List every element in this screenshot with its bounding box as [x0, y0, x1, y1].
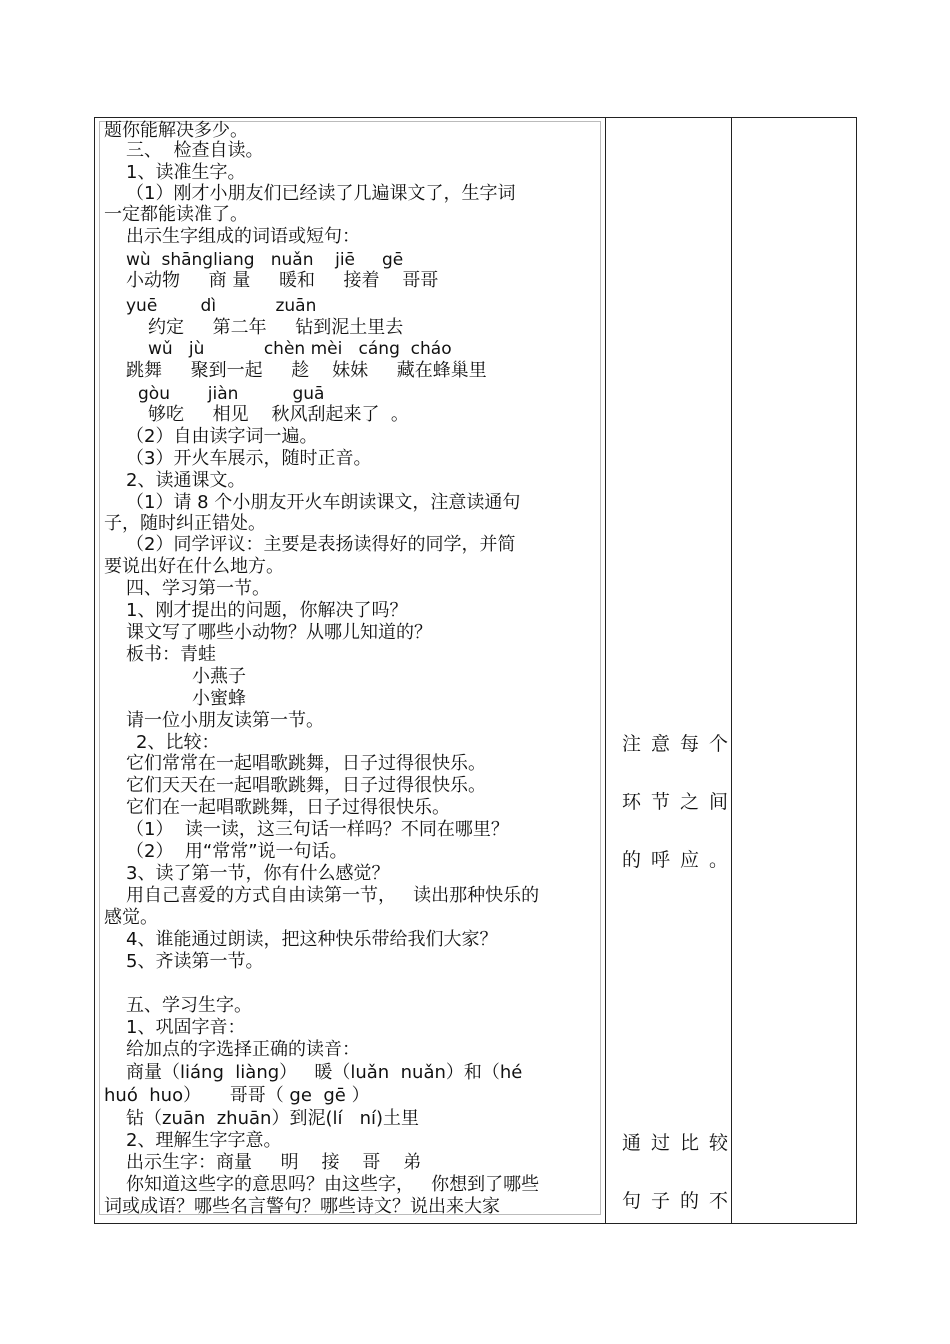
text-line: （3）开火车展示，随时正音。 [126, 448, 372, 469]
pinyin-line: wǔ jù chèn mèi cáng cháo [148, 339, 452, 359]
text-line: 你知道这些字的意思吗？由这些字， 你想到了哪些 [126, 1174, 540, 1195]
text-line: 1、巩固字音： [126, 1017, 246, 1038]
text-line: 感觉。 [104, 907, 158, 928]
pinyin-line: wù shāngliang nuǎn jiē gē [126, 250, 404, 270]
text-line: 够吃 相见 秋风刮起来了 。 [148, 404, 409, 425]
text-line: （2）同学评议：主要是表扬读得好的同学，并简 [126, 534, 516, 555]
text-line: 1、读准生字。 [126, 162, 246, 183]
text-line: 出示生字：商量 明 接 哥 弟 [126, 1152, 422, 1173]
pinyin-line: yuē dì zuān [126, 296, 317, 316]
text-line: 3、读了第一节，你有什么感觉？ [126, 863, 390, 884]
text-line: 给加点的字选择正确的读音： [126, 1039, 360, 1060]
text-line: 2、比较： [136, 732, 220, 753]
extra-column [732, 118, 856, 1223]
text-line: 5、齐读第一节。 [126, 951, 264, 972]
text-line: 四、学习第一节。 [126, 578, 270, 599]
text-line: huó huo） 哥哥（ ge gē ） [104, 1085, 370, 1106]
teaching-process-frame [99, 121, 601, 1215]
text-line: 课文写了哪些小动物？从哪儿知道的？ [126, 622, 432, 643]
text-line: 五、学习生字。 [126, 995, 252, 1016]
text-line: 商量（liáng liàng） 暖（luǎn nuǎn）和（hé [126, 1062, 523, 1083]
text-line: 钻（zuān zhuān）到泥(lí ní)土里 [126, 1108, 420, 1129]
design-note-line: 句子的不 [622, 1190, 739, 1212]
lesson-plan-table [94, 117, 857, 1224]
text-line: （1）刚才小朋友们已经读了几遍课文了，生字词 [126, 183, 516, 204]
text-line: 出示生字组成的词语或短句： [126, 226, 360, 247]
teaching-process-column [95, 118, 606, 1223]
text-line: 4、谁能通过朗读，把这种快乐带给我们大家？ [126, 929, 498, 950]
text-line: 小燕子 [192, 666, 246, 687]
text-line: 2、读通课文。 [126, 470, 246, 491]
design-note-line: 通过比较 [622, 1132, 739, 1154]
text-line: 要说出好在什么地方。 [104, 556, 284, 577]
text-line: （1） 读一读，这三句话一样吗？不同在哪里？ [126, 819, 509, 840]
text-line: 用自己喜爱的方式自由读第一节， 读出那种快乐的 [126, 885, 540, 906]
design-intent-column [606, 118, 739, 1223]
text-line: 词或成语？哪些名言警句？哪些诗文？说出来大家 [104, 1196, 500, 1217]
text-line: 题你能解决多少。 [104, 120, 248, 141]
text-line: 2、理解生字字意。 [126, 1130, 282, 1151]
text-line: 1、刚才提出的问题，你解决了吗？ [126, 600, 408, 621]
text-line: 小动物 商 量 暖和 接着 哥哥 [126, 270, 439, 291]
text-line: 三、 检查自读。 [126, 140, 264, 161]
text-line: 它们常常在一起唱歌跳舞，日子过得很快乐。 [126, 753, 486, 774]
text-line: 它们在一起唱歌跳舞，日子过得很快乐。 [126, 797, 450, 818]
text-line: （1）请 8 个小朋友开火车朗读课文，注意读通句 [126, 492, 521, 513]
text-line: （2） 用“常常”说一句话。 [126, 841, 348, 862]
pinyin-line: gòu jiàn guā [138, 384, 325, 404]
design-note-line: 注意每个 [622, 733, 739, 755]
text-line: 板书：青蛙 [126, 644, 216, 665]
text-line: 约定 第二年 钻到泥土里去 [148, 317, 404, 338]
text-line: 请一位小朋友读第一节。 [126, 710, 324, 731]
design-note-line: 环节之间 [622, 791, 739, 813]
text-line: 小蜜蜂 [192, 688, 246, 709]
text-line: 跳舞 聚到一起 趁 妹妹 藏在蜂巢里 [126, 360, 487, 381]
text-line: 子，随时纠正错处。 [104, 513, 266, 534]
text-line: （2）自由读字词一遍。 [126, 426, 318, 447]
design-note-line: 的呼应。 [622, 849, 739, 871]
text-line: 它们天天在一起唱歌跳舞，日子过得很快乐。 [126, 775, 486, 796]
text-line: 一定都能读准了。 [104, 204, 248, 225]
